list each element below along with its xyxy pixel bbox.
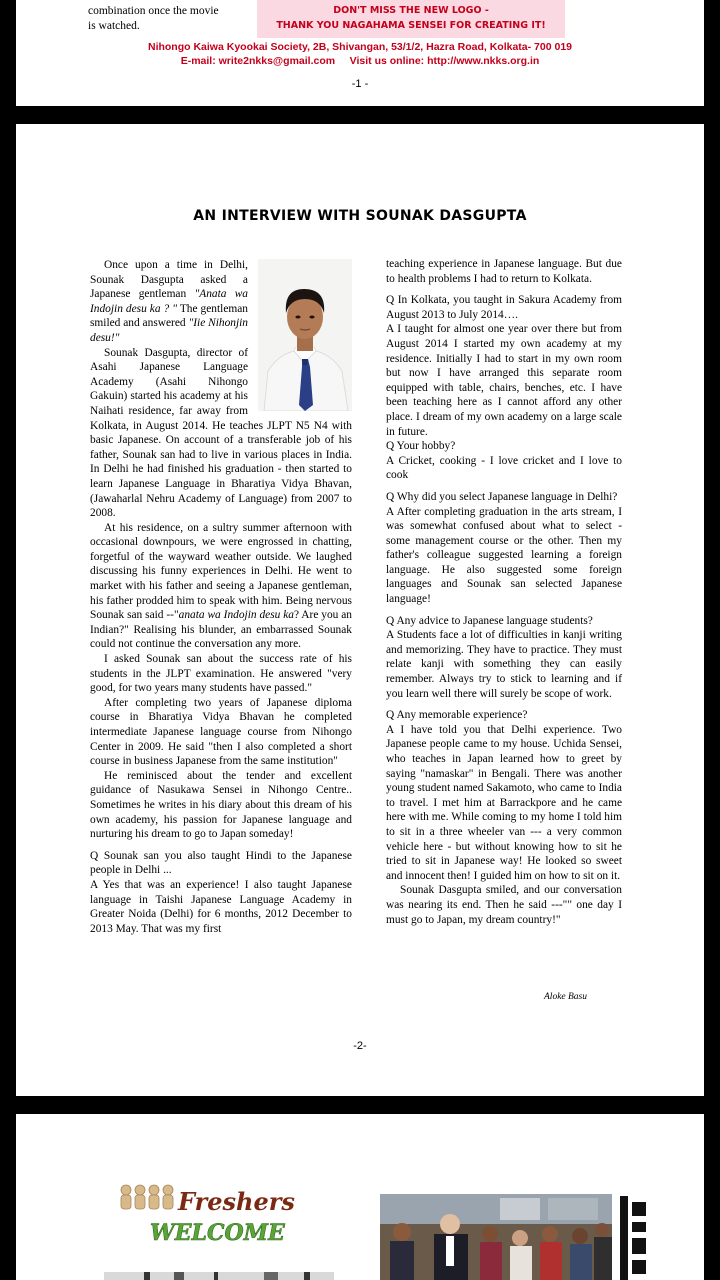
freshers-word: Freshers	[178, 1187, 295, 1216]
paragraph: After completing two years of Japanese diploma course in Bharatiya Vidya Bhavan he completed intermediate Japanese language course from Nihongo Center in 2009. He said "then I also completed a short course in business Japanese from the same institution"	[90, 696, 352, 768]
contact-line: E-mail: write2nkks@gmail.com Visit us online: http://www.nkks.org.in	[180, 55, 540, 67]
text-run: At his residence, on a sultry summer afternoon with occasional downpours, we were engrossed in chatting, forgetful of the wayward weather outside. We laughed discussing his funny experiences in Delhi. He went to market with his father and seeing a Japanese gentleman, his father prodded him to speak with him. Being nervous Sounak san said --"	[90, 521, 352, 622]
answer: A I taught for almost one year over there but from August 2014 I started my own academy at my residence. Initially I had to start in my own room but now I have arranged this separate room equipped with table, chairs, benches, etc. I have been teaching here as I cannot afford any other place. I dream of my own academy on a large scale in future.	[386, 323, 622, 438]
text-run: The gentleman smiled and answered	[90, 302, 248, 330]
page-2	[16, 124, 704, 1096]
page1-text-line: combination once the movie	[88, 5, 219, 17]
banner-line: DON'T MISS THE NEW LOGO -	[333, 5, 489, 16]
answer: A Students face a lot of difficulties in kanji writing and memorizing. They have to practice. They must relate kanji with something they can easily remember. Always try to stick to learning and if you learn well there will surely be scope of work.	[386, 629, 622, 700]
answer: A Yes that was an experience! I also taught Japanese language in Taishi Japanese Language Academy in Greater Noida (Delhi) for 6 months, 2012 December to 2013 May. That was my first	[90, 878, 352, 935]
page1-text-line: is watched.	[88, 20, 140, 32]
page-3	[16, 1114, 704, 1280]
question: Q Your hobby?	[386, 440, 456, 453]
welcome-word: WELCOME	[150, 1220, 285, 1246]
question: Q Why did you select Japanese language in Delhi?	[386, 490, 618, 503]
paragraph: teaching experience in Japanese language. But due to health problems I had to return to Kolkata.	[386, 258, 622, 285]
side-decoration	[614, 1196, 654, 1280]
address-line: Nihongo Kaiwa Kyookai Society, 2B, Shivangan, 53/1/2, Hazra Road, Kolkata- 700 019	[147, 41, 573, 53]
question: Q In Kolkata, you taught in Sakura Academy from August 2013 to July 2014….	[386, 294, 622, 321]
paragraph: Sounak Dasgupta smiled, and our conversation was nearing its end. Then he said ---"" one day I must go to Japan, my dream country!"	[386, 884, 622, 926]
page-1	[16, 0, 704, 106]
question: Q Any memorable experience?	[386, 709, 528, 722]
freshers-welcome-logo	[116, 1174, 326, 1254]
text-run: "Anata wa Indojin desu ka ? "	[90, 288, 248, 315]
text-run: anata wa Indojin desu ka	[178, 609, 294, 622]
question: Q Sounak san you also taught Hindi to the Japanese people in Delhi ...	[90, 849, 352, 877]
paragraph: I asked Sounak san about the success rate of his students in the JLPT examination. He answered "very good, for two years many students have passed."	[90, 653, 352, 695]
text-run: Once upon a time in Delhi, Sounak Dasgupta asked a Japanese gentleman	[90, 259, 248, 301]
page-number: -1 -	[351, 78, 369, 90]
portrait-photo	[258, 259, 352, 411]
logo-banner	[257, 0, 565, 38]
author-signature: Aloke Basu	[544, 992, 588, 1002]
paragraph	[90, 521, 352, 652]
article-title: AN INTERVIEW WITH SOUNAK DASGUPTA	[193, 208, 527, 224]
answer: A After completing graduation in the arts stream, I was somewhat confused about what to select - some management course or the other. Then my father's colleague suggested learning a foreign language. He also suggested some foreign languages and Sounak san selected Japanese language!	[386, 505, 622, 606]
article-right-column	[386, 257, 622, 927]
page-number: -2-	[353, 1040, 367, 1052]
event-photo-collage	[380, 1194, 612, 1280]
paragraph: He reminisced about the tender and excellent guidance of Nasukawa Sensei in Nihongo Centre.. Sometimes he writes in his diary about this dream of his own academy, his passion for Japanese language and nurturing his dream to go to Japan someday!	[90, 769, 352, 841]
answer: A Cricket, cooking - I love cricket and I love to cook	[386, 454, 622, 482]
society-address	[16, 40, 704, 68]
answer: A I have told you that Delhi experience. Two Japanese people came to my house. Uchida Sensei, who teaches in Japan learned how to greet by saying "namaskar" in Bengali. There was another young student named Sakamoto, who came to India to travel. I met him at Barrackpore and he came here with me. While coming to my home I told him to sit in a three wheeler van --- a very common vehicle here - but without knowing how to sit he tried to sit in Japanese way! He looked so sweet and innocent then! I guided him on how to sit on it.	[386, 723, 622, 882]
portrait-image	[258, 259, 352, 411]
article-left-column	[90, 258, 352, 936]
banner-line: THANK YOU NAGAHAMA SENSEI FOR CREATING IT!	[276, 20, 546, 31]
paragraph: Sounak Dasgupta, director of Asahi Japanese Language Academy (Asahi Nihongo Gakuin) started his academy at his Naihati residence, far away from Kolkata, in August 2014. He teaches JLPT N5 N4 with basic Japanese. On account of a transferable job of his father, Sounak san had to live in various places in India. In Delhi he had finished his graduation - then started to learn Japanese Language in Bharatiya Vidya Bhavan, (Jawaharlal Nehru Academy of Language) from 2007 to 2008.	[90, 346, 352, 520]
text-run: "Iie Nihonjin desu!"	[90, 317, 248, 344]
photo-strip	[104, 1272, 334, 1280]
question: Q Any advice to Japanese language students?	[386, 614, 593, 627]
page1-column-text	[88, 4, 258, 34]
text-run: ? Are you an Indian?" Realising his blunder, an embarrassed Sounak could not continue the conversation any more.	[90, 609, 353, 651]
